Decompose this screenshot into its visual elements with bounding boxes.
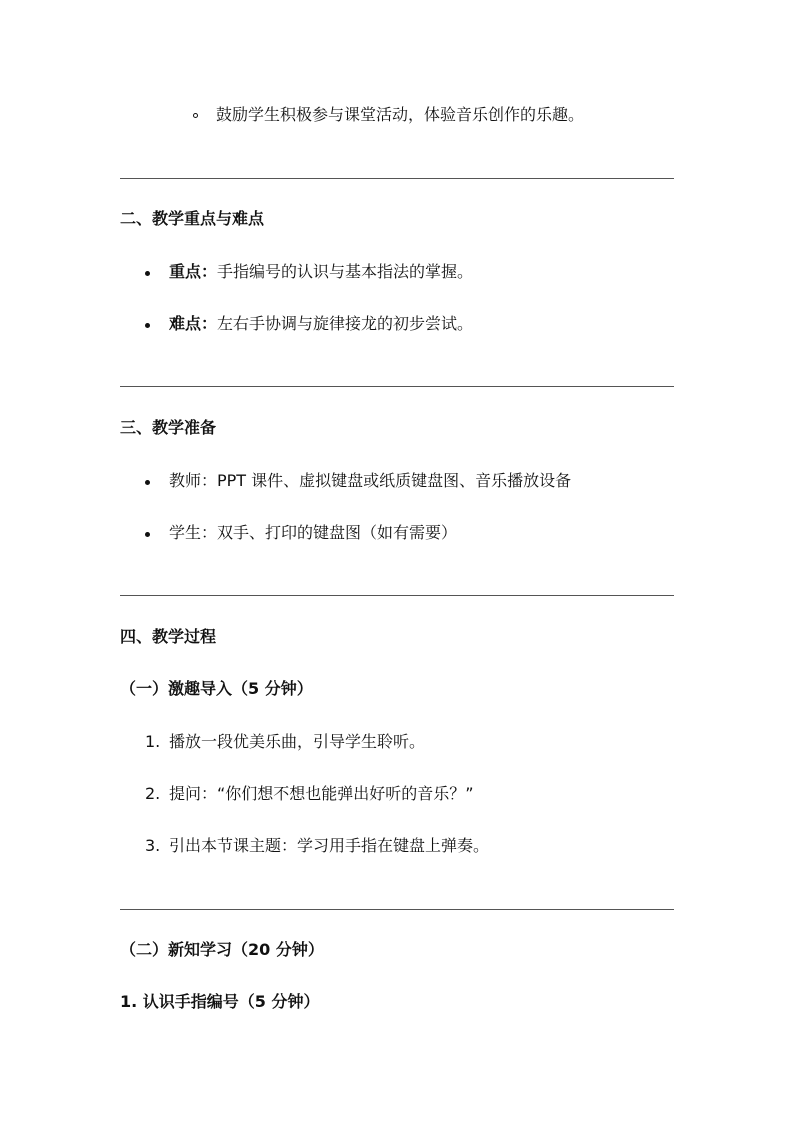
circle-bullet-icon xyxy=(193,113,198,118)
bullet-icon xyxy=(145,271,150,276)
section-heading: 三、教学准备 xyxy=(120,418,217,437)
list-item-label: 难点： xyxy=(169,314,218,333)
subsection-heading: （一）激趣导入（5 分钟） xyxy=(120,679,313,698)
list-item-label: 重点： xyxy=(169,262,218,281)
bullet-icon xyxy=(145,532,150,537)
list-item-text: 左右手协调与旋律接龙的初步尝试。 xyxy=(217,314,474,333)
bullet-icon xyxy=(145,480,150,485)
step-text: 引出本节课主题：学习用手指在键盘上弹奏。 xyxy=(169,836,490,855)
intro-list-item: 鼓励学生积极参与课堂活动，体验音乐创作的乐趣。 xyxy=(216,105,585,124)
list-item xyxy=(169,316,473,332)
step-text: 提问：“你们想不想也能弹出好听的音乐？” xyxy=(169,784,474,803)
section-heading: 四、教学过程 xyxy=(120,627,217,646)
section-divider xyxy=(120,386,674,387)
step-number: 1. xyxy=(145,732,161,751)
section-divider xyxy=(120,595,674,596)
list-item: 学生：双手、打印的键盘图（如有需要） xyxy=(169,523,458,542)
bullet-icon xyxy=(145,323,150,328)
list-item: 教师：PPT 课件、虚拟键盘或纸质键盘图、音乐播放设备 xyxy=(169,471,572,490)
list-item xyxy=(169,264,473,280)
step-number: 3. xyxy=(145,836,161,855)
section-heading: 二、教学重点与难点 xyxy=(120,209,265,228)
step-text: 播放一段优美乐曲，引导学生聆听。 xyxy=(169,732,426,751)
list-item-text: 手指编号的认识与基本指法的掌握。 xyxy=(217,262,474,281)
subsection-heading: （二）新知学习（20 分钟） xyxy=(120,940,324,959)
section-divider xyxy=(120,178,674,179)
point-heading: 1. 认识手指编号（5 分钟） xyxy=(120,992,320,1011)
step-number: 2. xyxy=(145,784,161,803)
section-divider xyxy=(120,909,674,910)
